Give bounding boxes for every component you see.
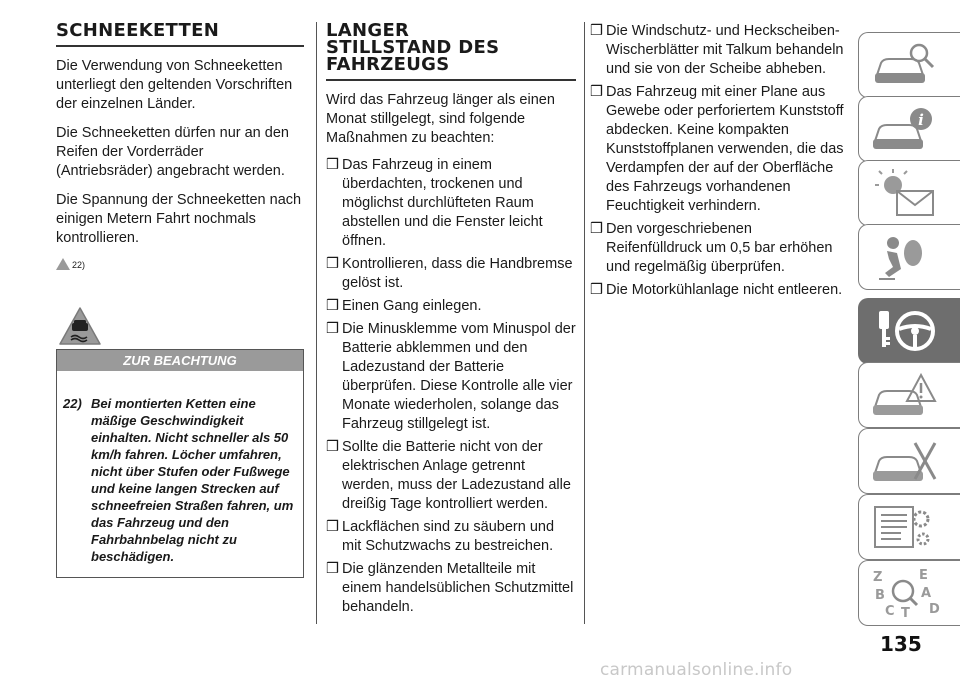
svg-text:E: E bbox=[919, 568, 928, 583]
key-steering-wheel-icon bbox=[871, 305, 941, 357]
footnote-reference bbox=[56, 258, 304, 270]
list-item: ❒ Kontrollieren, dass die Handbremse gelöst ist. bbox=[326, 256, 573, 291]
footer-watermark-url: carmanualsonline.info bbox=[600, 660, 793, 680]
svg-text:A: A bbox=[921, 586, 932, 601]
heading-line: LANGER bbox=[326, 20, 410, 41]
column-divider bbox=[584, 22, 585, 624]
warning-note-box bbox=[56, 349, 304, 578]
spec-list-gear-icon bbox=[871, 501, 941, 553]
checkbox-bullet-icon: ❒ bbox=[326, 157, 339, 173]
svg-text:C: C bbox=[885, 604, 895, 619]
checkbox-bullet-icon: ❒ bbox=[590, 23, 603, 39]
heading-line: STILLSTAND DES bbox=[326, 37, 500, 58]
tab-car-info[interactable] bbox=[858, 96, 960, 162]
intro-paragraph: Wird das Fahrzeug länger als einen Monat stillgelegt, sind folgende Maßnahmen zu beachten: bbox=[326, 92, 555, 146]
svg-text:D: D bbox=[929, 602, 940, 617]
heading-long-storage bbox=[326, 22, 576, 81]
paragraph: Die Spannung der Schneeketten nach einigen Metern Fahrt nochmals kontrollieren. bbox=[56, 192, 302, 246]
car-tools-icon bbox=[871, 435, 941, 487]
heading-snow-chains: SCHNEEKETTEN bbox=[56, 22, 304, 47]
list-item: ❒ Die Windschutz- und Heckscheiben-Wischerblätter mit Talkum behandeln und sie von der Scheibe abheben. bbox=[590, 23, 844, 77]
alphabet-index-icon bbox=[871, 567, 941, 619]
car-warning-icon bbox=[871, 369, 941, 421]
column-divider bbox=[316, 22, 317, 624]
page-number: 135 bbox=[880, 632, 922, 656]
list-item: ❒ Lackflächen sind zu säubern und mit Schutzwachs zu bestreichen. bbox=[326, 519, 555, 554]
note-header: ZUR BEACHTUNG bbox=[57, 350, 303, 371]
list-item: ❒ Den vorgeschriebenen Reifenfülldruck um 0,5 bar erhöhen und regelmäßig überprüfen. bbox=[590, 221, 833, 275]
list-item: ❒ Das Fahrzeug in einem überdachten, trockenen und möglichst durchlüfteten Raum abstellen und die Fenster leicht öffnen. bbox=[326, 157, 543, 249]
storage-checklist-continued bbox=[590, 22, 845, 300]
footnote-ref-label: 22) bbox=[72, 260, 86, 270]
checkbox-bullet-icon: ❒ bbox=[590, 282, 603, 298]
note-text: Bei montierten Ketten eine mäßige Geschwindigkeit einhalten. Nicht schneller als 50 km/h fahren. Löcher umfahren, nicht über Stufen oder Fußwege und keine langen Strecken auf schneefreien Straßen fahren, um das Fahrzeug und den Fahrbahnbelag nicht zu beschädigen. bbox=[91, 396, 294, 564]
airbag-person-icon bbox=[871, 231, 941, 283]
tab-emergency[interactable] bbox=[858, 362, 960, 428]
checkbox-bullet-icon: ❒ bbox=[326, 439, 339, 455]
storage-checklist bbox=[326, 156, 576, 617]
note-body bbox=[57, 371, 303, 577]
tab-maintenance[interactable] bbox=[858, 428, 960, 494]
light-envelope-icon bbox=[871, 167, 941, 219]
checkbox-bullet-icon: ❒ bbox=[326, 561, 339, 577]
list-item: ❒ Sollte die Batterie nicht von der elektrischen Anlage getrennt werden, muss der Ladezustand alle dreißig Tage kontrolliert werden. bbox=[326, 439, 571, 512]
list-item: ❒ Einen Gang einlegen. bbox=[326, 298, 482, 314]
tab-safety-airbag[interactable] bbox=[858, 224, 960, 290]
column-snow-chains bbox=[56, 22, 304, 578]
car-info-icon bbox=[871, 103, 941, 155]
note-number: 22) bbox=[63, 396, 82, 411]
paragraph: Die Schneeketten dürfen nur an den Reifen der Vorderräder (Antriebsräder) angebracht werden. bbox=[56, 125, 289, 179]
svg-text:T: T bbox=[901, 606, 910, 619]
checkbox-bullet-icon: ❒ bbox=[326, 298, 339, 314]
list-item: ❒ Die Minusklemme vom Minuspol der Batterie abklemmen und den Ladezustand der Batterie überprüfen. Diese Kontrolle alle vier Monate wiederholen, solange das Fahrzeug stillgelegt ist. bbox=[326, 321, 576, 432]
car-magnifier-icon bbox=[871, 39, 941, 91]
checkbox-bullet-icon: ❒ bbox=[326, 321, 339, 337]
column-long-storage bbox=[326, 22, 576, 621]
warning-triangle-icon bbox=[56, 258, 70, 270]
svg-text:Z: Z bbox=[873, 570, 883, 585]
tab-lights-messages[interactable] bbox=[858, 160, 960, 226]
tab-index[interactable] bbox=[858, 560, 960, 626]
tab-starting-driving[interactable] bbox=[858, 298, 960, 364]
paragraph: Die Verwendung von Schneeketten unterliegt den geltenden Vorschriften der einzelnen Länder. bbox=[56, 58, 293, 112]
svg-text:B: B bbox=[875, 588, 885, 603]
tab-car-magnifier[interactable] bbox=[858, 32, 960, 98]
column-storage-continued bbox=[590, 22, 845, 304]
list-item: ❒ Das Fahrzeug mit einer Plane aus Gewebe oder perforiertem Kunststoff abdecken. Keine kompakten Kunststoffplanen verwenden, die das Verdampfen der auf der Oberfläche des Fahrzeugs vorhandenen Feuchtigkeit verhindern. bbox=[590, 84, 844, 214]
list-item: ❒ Die Motorkühlanlage nicht entleeren. bbox=[590, 282, 843, 298]
tab-technical-data[interactable] bbox=[858, 494, 960, 560]
checkbox-bullet-icon: ❒ bbox=[590, 221, 603, 237]
list-item: ❒ Die glänzenden Metallteile mit einem handelsüblichen Schutzmittel behandeln. bbox=[326, 561, 574, 615]
checkbox-bullet-icon: ❒ bbox=[326, 256, 339, 272]
svg-text:i: i bbox=[918, 111, 924, 129]
heading-line: FAHRZEUGS bbox=[326, 54, 450, 75]
slippery-road-warning-icon bbox=[58, 306, 102, 346]
checkbox-bullet-icon: ❒ bbox=[326, 519, 339, 535]
checkbox-bullet-icon: ❒ bbox=[590, 84, 603, 100]
